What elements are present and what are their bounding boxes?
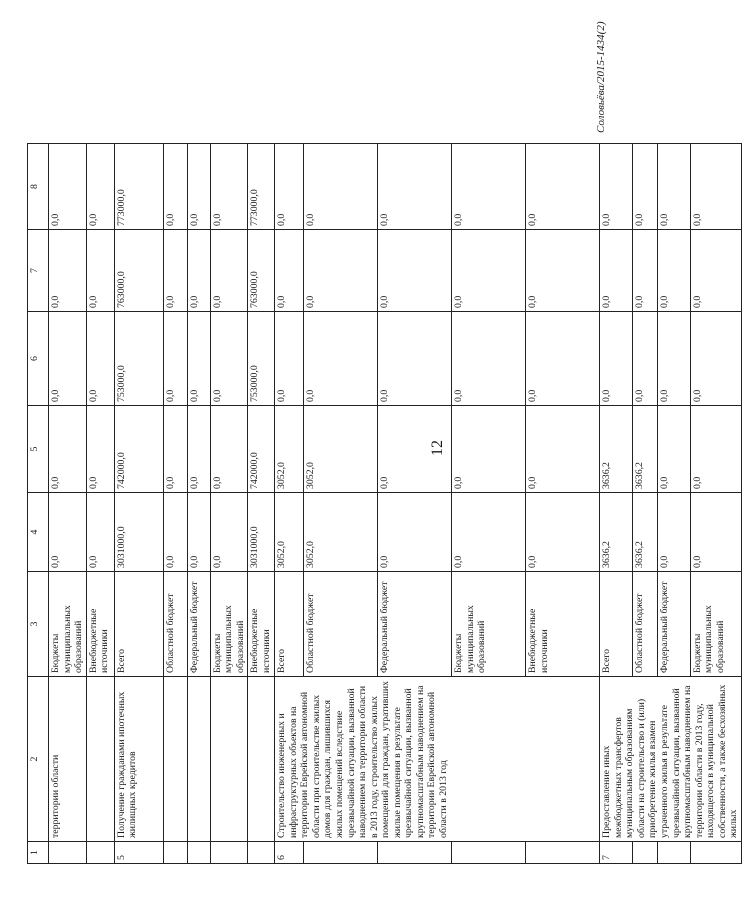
value-2017: 0,0 [632,230,658,312]
table-row [163,144,187,864]
value-total: 0,0 [163,493,187,572]
value-total: 0,0 [526,493,600,572]
value-2016: 0,0 [378,312,452,406]
value-2016: 753000,0 [248,312,275,406]
funding-source: Областной бюджет [304,572,378,677]
funding-source: Всего [275,572,304,677]
value-2015: 3052,0 [275,406,304,493]
value-total: 0,0 [658,493,690,572]
row-number [658,842,690,864]
funding-source: Бюджеты муниципальных образований [210,572,248,677]
value-2016: 0,0 [526,312,600,406]
table-row [114,144,163,864]
table-row [210,144,248,864]
row-number: 5 [114,842,163,864]
table-row [248,144,275,864]
row-description [163,677,187,842]
value-2017: 0,0 [163,230,187,312]
row-number [304,842,378,864]
value-total: 3636,2 [600,493,632,572]
value-total: 3031000,0 [114,493,163,572]
value-total: 0,0 [452,493,526,572]
value-2018: 773000,0 [248,144,275,230]
funding-source: Внебюджетные источники [86,572,114,677]
value-2016: 753000,0 [114,312,163,406]
value-2018: 0,0 [378,144,452,230]
value-2015: 0,0 [658,406,690,493]
value-total: 3031000,0 [248,493,275,572]
row-description [248,677,275,842]
value-2015: 0,0 [452,406,526,493]
row-description [187,677,210,842]
value-2018: 0,0 [526,144,600,230]
value-2017: 0,0 [452,230,526,312]
value-total: 0,0 [49,493,87,572]
value-2018: 0,0 [187,144,210,230]
value-2015: 0,0 [210,406,248,493]
value-2018: 0,0 [658,144,690,230]
value-2015: 0,0 [690,406,741,493]
value-2017: 0,0 [304,230,378,312]
value-2018: 0,0 [304,144,378,230]
table-header-row [28,144,49,864]
value-total: 3052,0 [275,493,304,572]
row-description [86,677,114,842]
value-2017: 0,0 [378,230,452,312]
rotated-page [15,18,740,878]
row-number: 6 [275,842,304,864]
value-2015: 0,0 [187,406,210,493]
table-row [49,144,87,864]
value-2016: 0,0 [304,312,378,406]
row-number: 7 [600,842,632,864]
value-2016: 0,0 [210,312,248,406]
value-2016: 0,0 [275,312,304,406]
value-2015: 0,0 [49,406,87,493]
value-2017: 0,0 [658,230,690,312]
value-2018: 0,0 [600,144,632,230]
value-2016: 0,0 [632,312,658,406]
table-row [86,144,114,864]
row-number [163,842,187,864]
value-total: 0,0 [690,493,741,572]
value-2018: 0,0 [49,144,87,230]
value-2015: 3052,0 [304,406,378,493]
document-signature: Соловьёва/2015-1434(2) [595,21,607,133]
value-2015: 0,0 [163,406,187,493]
header-cell: 3 [28,572,49,677]
funding-source: Всего [600,572,632,677]
header-cell: 6 [28,312,49,406]
value-2015: 3636,2 [600,406,632,493]
funding-source: Внебюджетные источники [526,572,600,677]
value-2018: 0,0 [163,144,187,230]
row-description: Получение гражданами ипотечных жилищных кредитов [114,677,163,842]
header-cell: 5 [28,406,49,493]
value-total: 3052,0 [304,493,378,572]
row-description [210,677,248,842]
value-2018: 0,0 [452,144,526,230]
value-2015: 0,0 [378,406,452,493]
value-2018: 0,0 [632,144,658,230]
header-cell: 8 [28,144,49,230]
table-row [187,144,210,864]
table-row [600,144,632,864]
row-number [210,842,248,864]
value-total: 0,0 [378,493,452,572]
funding-source: Федеральный бюджет [378,572,452,677]
value-2016: 0,0 [690,312,741,406]
funding-source: Внебюджетные источники [248,572,275,677]
value-2017: 763000,0 [248,230,275,312]
value-2017: 0,0 [600,230,632,312]
value-2018: 0,0 [275,144,304,230]
value-total: 0,0 [187,493,210,572]
value-2017: 0,0 [210,230,248,312]
row-number [86,842,114,864]
row-number [526,842,600,864]
value-2017: 0,0 [275,230,304,312]
budget-table [27,143,742,864]
row-description: территории области [49,677,87,842]
value-2015: 0,0 [526,406,600,493]
value-2016: 0,0 [163,312,187,406]
value-2018: 0,0 [690,144,741,230]
funding-source: Бюджеты муниципальных образований [49,572,87,677]
value-2017: 0,0 [86,230,114,312]
row-description: Строительство инженерных и инфраструктурных объектов на территории Еврейской автономной области при строительстве жилых домов для граждан, лишившихся жилых помещений вследствие чрезвычайной ситуации, вызванной наводнением на территории области в 2013 году, строительство жилых помещений для граждан, утративших жилые помещения в результате чрезвычайной ситуации, вызванной крупномасштабным наводнением на территории Еврейской автономной области в 2013 год [275,677,600,842]
funding-source: Федеральный бюджет [658,572,690,677]
value-2016: 0,0 [452,312,526,406]
funding-source: Областной бюджет [163,572,187,677]
value-2016: 0,0 [86,312,114,406]
value-2015: 3636,2 [632,406,658,493]
value-2017: 763000,0 [114,230,163,312]
row-number [187,842,210,864]
value-2017: 0,0 [690,230,741,312]
row-number [452,842,526,864]
table-row [275,144,304,864]
page-number: 12 [429,440,446,456]
value-2018: 0,0 [210,144,248,230]
funding-source: Бюджеты муниципальных образований [690,572,741,677]
funding-source: Федеральный бюджет [187,572,210,677]
row-number [632,842,658,864]
value-2017: 0,0 [187,230,210,312]
value-total: 0,0 [86,493,114,572]
funding-source: Областной бюджет [632,572,658,677]
value-2018: 773000,0 [114,144,163,230]
header-cell: 7 [28,230,49,312]
value-2016: 0,0 [187,312,210,406]
value-total: 0,0 [210,493,248,572]
value-2015: 0,0 [86,406,114,493]
value-2015: 742000,0 [248,406,275,493]
row-number [690,842,741,864]
funding-source: Всего [114,572,163,677]
value-2017: 0,0 [49,230,87,312]
value-2016: 0,0 [600,312,632,406]
row-description: Предоставление иных межбюджетных трансфертов муниципальным образованиям области на строительство и (или) приобретение жилья взамен утраченного жилья в результате чрезвычайной ситуации, вызванной крупномасштабным наводнением на территории области в 2013 году, находящегося в муниципальной собственности, а также бесхозяйных жилых [600,677,742,842]
header-cell: 1 [28,842,49,864]
value-2016: 0,0 [658,312,690,406]
funding-source: Бюджеты муниципальных образований [452,572,526,677]
row-number [49,842,87,864]
header-cell: 2 [28,677,49,842]
value-total: 3636,2 [632,493,658,572]
value-2016: 0,0 [49,312,87,406]
value-2018: 0,0 [86,144,114,230]
header-cell: 4 [28,493,49,572]
value-2017: 0,0 [526,230,600,312]
row-number [248,842,275,864]
value-2015: 742000,0 [114,406,163,493]
